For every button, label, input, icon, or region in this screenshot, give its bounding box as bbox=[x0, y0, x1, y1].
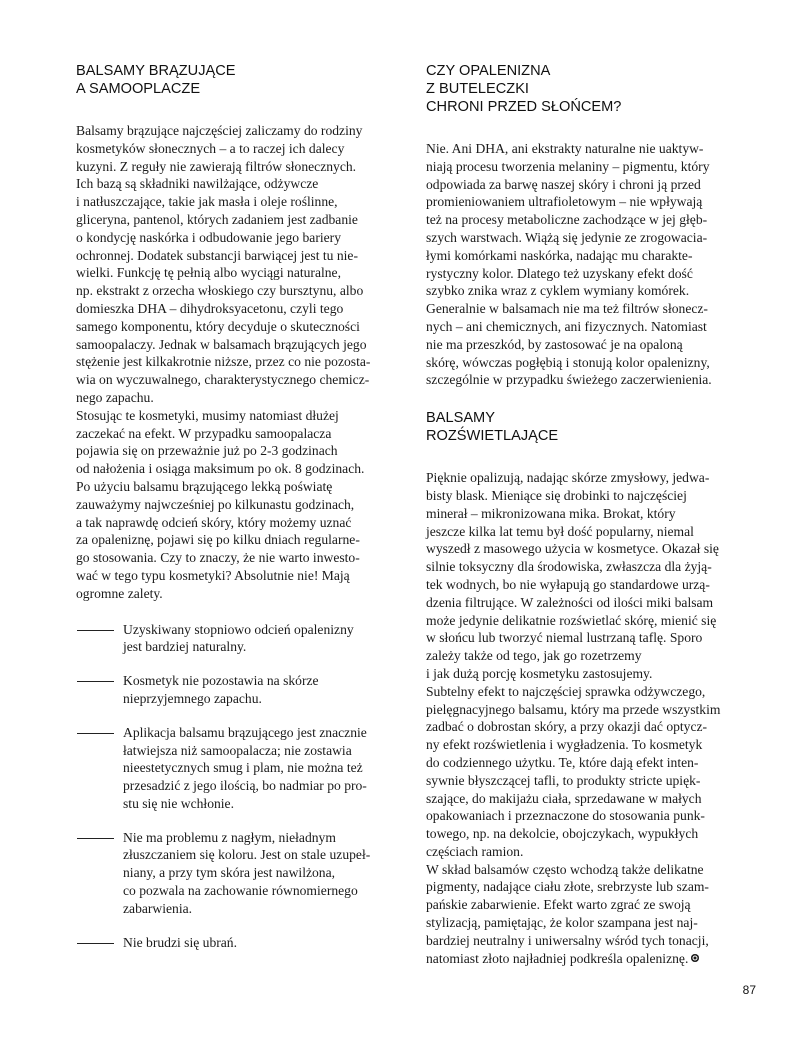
text-line: Nie. Ani DHA, ani ekstrakty naturalne nie uaktyw- bbox=[426, 141, 704, 156]
heading-illuminating-balms: BALSAMY ROZŚWIETLAJĄCE bbox=[426, 410, 559, 445]
text-line: go stosowania. Czy to znaczy, że nie warto inwesto- bbox=[76, 550, 360, 566]
text-line: promieniowaniem ultrafioletowym – nie wpływają bbox=[426, 194, 703, 210]
list-item-text bbox=[123, 829, 402, 918]
text-line: samoopalaczy. Jednak w balsamach brązujących jego bbox=[76, 336, 367, 352]
text-line: pojawia się on przeważnie już po 2-3 godzinach bbox=[76, 443, 338, 459]
text-line: Nie ma problemu z nagłym, nieładnym bbox=[123, 829, 336, 845]
page-number: 87 bbox=[742, 983, 756, 997]
text-line: Generalnie w balsamach nie ma też filtrów słonecz- bbox=[426, 301, 708, 317]
text-line: wia on wyczuwalnego, charakterystycznego chemicz- bbox=[76, 372, 370, 388]
text-line: pigmenty, nadające ciału złote, srebrzyste lub szam- bbox=[426, 879, 709, 895]
end-mark-icon bbox=[691, 954, 699, 962]
text-line: pańskie zabarwienie. Efekt warto zgrać ze swoją bbox=[426, 897, 691, 913]
text-line: Pięknie opalizują, nadając skórze zmysłowy, jedwa- bbox=[426, 470, 710, 486]
list-item bbox=[76, 621, 402, 657]
text-line: Aplikacja balsamu brązującego jest znacznie bbox=[123, 724, 367, 740]
text-line: towego, np. na dekolcie, obojczykach, wypukłych bbox=[426, 826, 699, 842]
text-line: opakowaniach i przeznaczone do stosowania punk- bbox=[426, 808, 705, 824]
text-line: szych warstwach. Wiążą się jedynie ze zrogowacia- bbox=[426, 229, 708, 245]
text-line: za opaleniznę, pojawi się po kilku dniach regularne- bbox=[76, 532, 360, 548]
text-line: zauważymy najwcześniej po kilkunastu godzinach, bbox=[76, 496, 355, 512]
text-line: kosmetyków słonecznych – a to raczej ich dalecy bbox=[76, 140, 345, 156]
text-line: Balsamy brązujące najczęściej zaliczamy do rodziny bbox=[76, 123, 363, 138]
text-line: Uzyskiwany stopniowo odcień opalenizny bbox=[123, 621, 354, 637]
text-line: nego zapachu. bbox=[76, 389, 154, 405]
text-line: ny efekt rozświetlenia i wygładzenia. To kosmetyk bbox=[426, 737, 703, 753]
text-line: minerał – mikronizowana mika. Brokat, który bbox=[426, 505, 676, 521]
text-line: łymi komórkami naskórka, nadając mu charakte- bbox=[426, 247, 693, 263]
text-line: Stosując te kosmetyki, musimy natomiast dłużej bbox=[76, 407, 339, 423]
right-column bbox=[426, 62, 758, 967]
text-line: samego komponentu, który decyduje o skuteczności bbox=[76, 318, 360, 334]
text-line: nieestetycznych smug i plam, nie można też bbox=[123, 760, 363, 776]
text-line: Po użyciu balsamu brązującego lekką poświatę bbox=[76, 478, 333, 494]
text-line: wielki. Funkcję tę pełnią albo wyciągi naturalne, bbox=[76, 265, 341, 281]
text-line: niany, a przy tym skóra jest nawilżona, bbox=[123, 865, 336, 881]
text-line: nieprzyjemnego zapachu. bbox=[123, 690, 262, 706]
text-line: co pozwala na zachowanie równomiernego bbox=[123, 883, 358, 899]
text-line: od nałożenia i osiąga maksimum po ok. 8 godzinach. bbox=[76, 461, 365, 477]
text-line: szybko znika wraz z cyklem wymiany komórek. bbox=[426, 283, 690, 299]
text-line: też na procesy metaboliczne zachodzące w jej głęb- bbox=[426, 212, 708, 228]
text-line: zaczekać na efekt. W przypadku samoopalacza bbox=[76, 425, 332, 441]
dash-bullet bbox=[77, 630, 114, 631]
text-line: bardziej neutralny i uniwersalny wśród tych tonacji, bbox=[426, 932, 709, 948]
text-line: rystyczny kolor. Dlatego też uzyskany efekt dość bbox=[426, 265, 693, 281]
advantages-list bbox=[76, 621, 402, 952]
text-line: np. ekstrakt z orzecha włoskiego czy bursztynu, albo bbox=[76, 283, 364, 299]
text-line: tek wodnych, bo nie wyłapują go standardowe urzą- bbox=[426, 576, 710, 592]
text-line: stylizacją, pamiętając, że kolor szampana jest naj- bbox=[426, 915, 698, 931]
text-line: silnie toksyczny dla środowiska, zwłaszcza dla żyją- bbox=[426, 559, 712, 575]
text-line: kuzyni. Z reguły nie zawierają filtrów słonecznych. bbox=[76, 158, 357, 174]
text-line: Ich bazą są składniki nawilżające, odżywcze bbox=[76, 176, 319, 192]
dash-bullet bbox=[77, 943, 114, 944]
text-line: w słońcu lub tworzyć niemal lustrzaną taflę. Sporo bbox=[426, 630, 703, 646]
text-line: Kosmetyk nie pozostawia na skórze bbox=[123, 673, 319, 689]
heading-sun-protection-question: CZY OPALENIZNA Z BUTELECZKI CHRONI PRZED SŁOŃCEM? bbox=[426, 63, 622, 115]
text-line: ochronnej. Dodatek substancji barwiącej jest tu nie- bbox=[76, 247, 358, 263]
text-line: bisty blask. Mieniące się drobinki to najczęściej bbox=[426, 487, 687, 503]
text-line: do codziennego użytku. Te, które dają efekt inten- bbox=[426, 754, 699, 770]
text-line: jeszcze kilka lat temu był dość popularny, niemal bbox=[426, 523, 694, 539]
text-line: odpowiada za barwę naszej skóry i chroni ją przed bbox=[426, 176, 701, 192]
text-line: dzenia filtrujące. W zależności od ilości miki balsam bbox=[426, 594, 714, 610]
list-item-text bbox=[123, 724, 402, 813]
text-line: szające, do makijażu ciała, sprzedawane w małych bbox=[426, 790, 702, 806]
text-line: nie ma przeszkód, by zastosować je na opaloną bbox=[426, 336, 683, 352]
list-item bbox=[76, 672, 402, 708]
intro-paragraph bbox=[76, 122, 402, 603]
text-line: domieszka DHA – dihydroksyacetonu, czyli tego bbox=[76, 300, 344, 316]
text-line: skórę, wówczas pogłębią i stonują kolor opalenizny, bbox=[426, 354, 710, 370]
text-line: jest bardziej naturalny. bbox=[123, 639, 247, 655]
illuminating-paragraph bbox=[426, 469, 758, 967]
list-item bbox=[76, 724, 402, 813]
heading-bronzing-balms: BALSAMY BRĄZUJĄCE A SAMOOPLACZE bbox=[76, 63, 236, 97]
text-line: W skład balsamów często wchodzą także delikatne bbox=[426, 861, 704, 877]
text-line: wać w tego typu kosmetyki? Absolutnie nie! Mają bbox=[76, 567, 350, 583]
dash-bullet bbox=[77, 838, 114, 839]
text-line: zależy także od tego, jak go rozetrzemy bbox=[426, 648, 642, 664]
text-line: Nie brudzi się ubrań. bbox=[123, 934, 238, 950]
text-line: sywnie błyszczącej tafli, to produkty stricte upięk- bbox=[426, 772, 701, 788]
text-line: nych – ani chemicznych, ani fizycznych. Natomiast bbox=[426, 318, 707, 334]
list-item bbox=[76, 934, 402, 952]
left-column bbox=[76, 62, 402, 967]
text-line: o kondycję naskórka i odbudowanie jego bariery bbox=[76, 229, 341, 245]
text-line: i natłuszczające, takie jak masła i oleje roślinne, bbox=[76, 194, 338, 210]
sun-protection-paragraph bbox=[426, 140, 758, 389]
text-line: łatwiejsza niż samoopalacza; nie zostawia bbox=[123, 742, 352, 758]
list-item-text bbox=[123, 934, 402, 952]
text-line: zadbać o dobrostan skóry, a przy okazji dać optycz- bbox=[426, 719, 708, 735]
text-line: złuszczaniem się koloru. Jest on stale uzupeł- bbox=[123, 847, 371, 863]
text-line: stu się nie wchłonie. bbox=[123, 795, 234, 811]
list-item bbox=[76, 829, 402, 918]
list-item-text bbox=[123, 621, 402, 657]
text-line: częściach ramion. bbox=[426, 843, 524, 859]
text-line: wyszedł z masowego użycia w kosmetyce. Okazał się bbox=[426, 541, 719, 557]
dash-bullet bbox=[77, 733, 114, 734]
text-line: zabarwienia. bbox=[123, 900, 193, 916]
text-line: pielęgnacyjnego balsamu, który ma przede wszystkim bbox=[426, 701, 721, 717]
text-line: stężenie jest kilkakrotnie niższe, przez co nie pozosta- bbox=[76, 354, 371, 370]
text-line: może jedynie delikatnie rozświetlać skórę, mienić się bbox=[426, 612, 717, 628]
text-line: ogromne zalety. bbox=[76, 585, 163, 601]
dash-bullet bbox=[77, 681, 114, 682]
text-line: i jak dużą porcję kosmetyku zastosujemy. bbox=[426, 665, 653, 681]
text-line: a tak naprawdę odcień skóry, który możemy uznać bbox=[76, 514, 352, 530]
text-line: szczególnie w przypadku świeżego zaczerwienienia. bbox=[426, 372, 712, 388]
text-line: przesadzić z jego ilością, bo nadmiar po pro- bbox=[123, 778, 367, 794]
list-item-text bbox=[123, 672, 402, 708]
text-line: niają procesu tworzenia melaniny – pigmentu, który bbox=[426, 158, 710, 174]
text-line: Subtelny efekt to najczęściej sprawka odżywczego, bbox=[426, 683, 706, 699]
text-line: gliceryna, pantenol, których zadaniem jest zadbanie bbox=[76, 211, 358, 227]
text-line: natomiast złoto najładniej podkreśla opaleniznę. bbox=[426, 950, 758, 968]
